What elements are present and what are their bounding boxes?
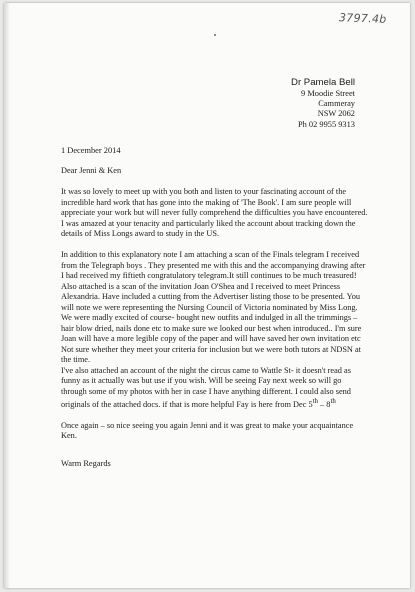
salutation: Dear Jenni & Ken xyxy=(61,166,122,175)
spacer xyxy=(61,177,369,188)
sender-state-postcode: NSW 2062 xyxy=(317,109,355,119)
paragraph-5-text: I've also attached an account of the night the circus came to Wattle St- it doesn't read as funny as it actually was but use if you wish. Will be seeing Fay next week so will go through some of my photos with her in case I have anything different. I could also send originals of the attached docs. if that is more helpful Fay is here from Dec 5 xyxy=(61,365,351,409)
sender-suburb: Cammeray xyxy=(318,99,355,109)
paragraph-1: It was so lovely to meet up with you both and listen to your fascinating account of the incredible hard work that has gone into the making of 'The Book'. I am sure people will appreciate your work but will never fully comprehend the difficulties you have encountered. I was amazed at your tenacity and particularly liked the account about tracking down the details of Miss Longs award to study in the US. xyxy=(61,187,368,238)
spacer xyxy=(61,240,369,251)
handwritten-reference-number: 3797.4b xyxy=(338,11,387,26)
superscript-th: th xyxy=(330,398,336,405)
paragraph-3: Also attached is a scan of the invitation Joan O'Shea and I received to meet Princess Alexandria. Have included a cutting from the Advertiser listing those to be presented. You will note we were representing the Nursing Council of Victoria nominated by Miss Long. xyxy=(61,281,361,312)
superscript-th: th xyxy=(312,398,318,405)
paragraph-6: Once again – so nice seeing you again Jenni and it was great to make your acquaintance Ken. xyxy=(61,420,354,441)
letter-date: 1 December 2014 xyxy=(61,146,121,155)
letter-page xyxy=(4,3,410,588)
closing-line: Warm Regards xyxy=(61,459,111,468)
paragraph-2: In addition to this explanatory note I am attaching a scan of the Finals telegram I received from the Telegraph boys . They presented me with this and the accompanying drawing after I had received my fiftieth congratulatory telegram.It still continues to be much treasured! xyxy=(61,250,366,280)
paragraph-4: We were madly excited of course- bought new outfits and indulged in all the trimmings – hair blow dried, nails done etc to make sure we looked our best when introduced.. I'm sure Joan will have a more legible copy of the paper and will have saved her own invitation etc Not sure whether they meet your criteria for inclusion but we were both tutors at NDSN at the time. xyxy=(61,313,362,364)
paper-speck xyxy=(214,34,216,36)
spacer xyxy=(61,410,369,421)
page-shadow-edge xyxy=(4,3,10,588)
sender-address-block xyxy=(291,77,355,130)
sender-phone: Ph 02 9955 9313 xyxy=(297,119,355,129)
paragraph-5-text-end: – 8 xyxy=(317,399,331,409)
paragraph-5 xyxy=(61,366,369,411)
letter-body xyxy=(61,166,369,442)
sender-name: Dr Pamela Bell xyxy=(291,77,355,88)
sender-street: 9 Moodie Street xyxy=(301,89,355,98)
